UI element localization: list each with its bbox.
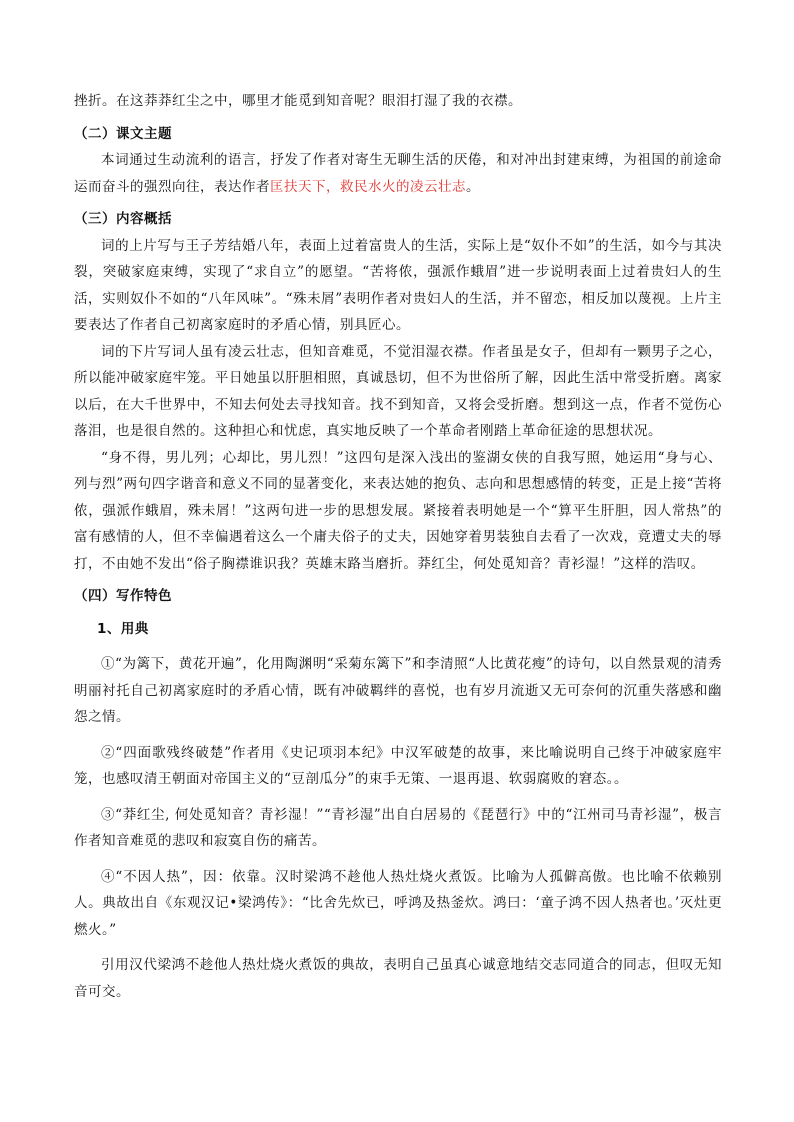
theme-text-end: 。 — [466, 178, 480, 195]
allusion-paragraph-4: ④“不因人热”，因：依靠。汉时梁鸿不趁他人热灶烧火煮饭。比喻为人孤僻高傲。也比喻不依赖别人。典故出自《东观汉记•梁鸿传》：“比舍先炊已，呼鸿及热釜炊。鸿曰：‘童子鸿不因人热者也。’灭灶更燃火。” — [74, 868, 722, 938]
theme-highlight: 匡扶天下，救民水火的凌云壮志 — [270, 178, 466, 195]
section-heading-summary: （三）内容概括 — [74, 211, 172, 227]
section-heading-theme: （二）课文主题 — [74, 125, 172, 142]
allusion-paragraph-1: ①“为篱下，黄花开遍”，化用陶渊明“采菊东篱下”和李清照“人比黄花瘦”的诗句，以自然景观的清秀明丽衬托自己初离家庭时的矛盾心情，既有冲破羁绊的喜悦，也有岁月流逝又无可奈何的沉重失落感和幽怨之情。 — [74, 656, 722, 725]
summary-paragraph-2: 词的下片写词人虽有凌云壮志，但知音难觅，不觉泪湿衣襟。作者虽是女子，但却有一颗男子之心，所以能冲破家庭牢笼。平日她虽以肝胆相照，真诚恳切，但不为世俗所了解，因此生活中常受折磨。离家以后，在大千世界中，不知去何处去寻找知音。找不到知音，又将会受折磨。想到这一点，作者不觉伤心落泪，也是很自然的。这种担心和忧虑，真实地反映了一个革命者刚踏上革命征途的思想状况。 — [74, 343, 722, 439]
allusion-paragraph-2: ②“四面歌残终破楚”作者用《史记项羽本纪》中汉军破楚的故事，来比喻说明自己终于冲破家庭牢笼，也感叹清王朝面对帝国主义的“豆剖瓜分”的束手无策、一退再退、软弱腐败的窘态。。 — [74, 744, 722, 787]
document-page — [74, 88, 722, 1005]
theme-paragraph — [74, 147, 722, 200]
allusion-paragraph-3: ③“莽红尘, 何处觅知音？青衫湿！”“青衫湿”出自白居易的《琵琶行》中的“江州司马青衫湿”，极言作者知音难觅的悲叹和寂寞自伤的痛苦。 — [74, 806, 722, 849]
summary-paragraph-3: “身不得，男儿列；心却比，男儿烈！”这四句是深入浅出的鉴湖女侠的自我写照，她运用“身与心、列与烈”两句四字谐音和意义不同的显著变化，来表达她的抱负、志向和思想感情的转变，正是上接“苦将侬，强派作蛾眉，殊未屑！”这两句进一步的思想发展。紧接着表明她是一个“算平生肝胆，因人常热”的富有感情的人，但不幸偏遇着这么一个庸夫俗子的丈夫，因她穿着男装独自去看了一次戏，竟遭丈夫的辱打，不由她不发出“俗子胸襟谁识我？英雄末路当磨折。莽红尘，何处觅知音？青衫湿！”这样的浩叹。 — [74, 449, 722, 572]
section-heading-features: （四）写作特色 — [74, 588, 172, 604]
allusion-paragraph-5: 引用汉代梁鸿不趁他人热灶烧火煮饭的典故，表明自己虽真心诚意地结交志同道合的同志，但叹无知音可交。 — [74, 957, 722, 1000]
subheading-allusion: 1、用典 — [97, 620, 149, 637]
summary-paragraph-1: 词的上片写与王子芳结婚八年，表面上过着富贵人的生活，实际上是“奴仆不如”的生活，如今与其决裂，突破家庭束缚，实现了“求自立”的愿望。“苦将侬，强派作蛾眉”进一步说明表面上过着贵妇人的生活，实则奴仆不如的“八年风味”。“殊未屑”表明作者对贵妇人的生活，并不留恋，相反加以蔑视。上片主要表达了作者自己初离家庭时的矛盾心情，别具匠心。 — [74, 237, 722, 333]
continued-paragraph: 挫折。在这莽莽红尘之中，哪里才能觅到知音呢？眼泪打湿了我的衣襟。 — [74, 93, 522, 109]
theme-text: 本词通过生动流利的语言，抒发了作者对寄生无聊生活的厌倦，和对冲出封建束缚，为祖国的前途命运而奋斗的强烈向往，表达作者 — [74, 152, 722, 195]
